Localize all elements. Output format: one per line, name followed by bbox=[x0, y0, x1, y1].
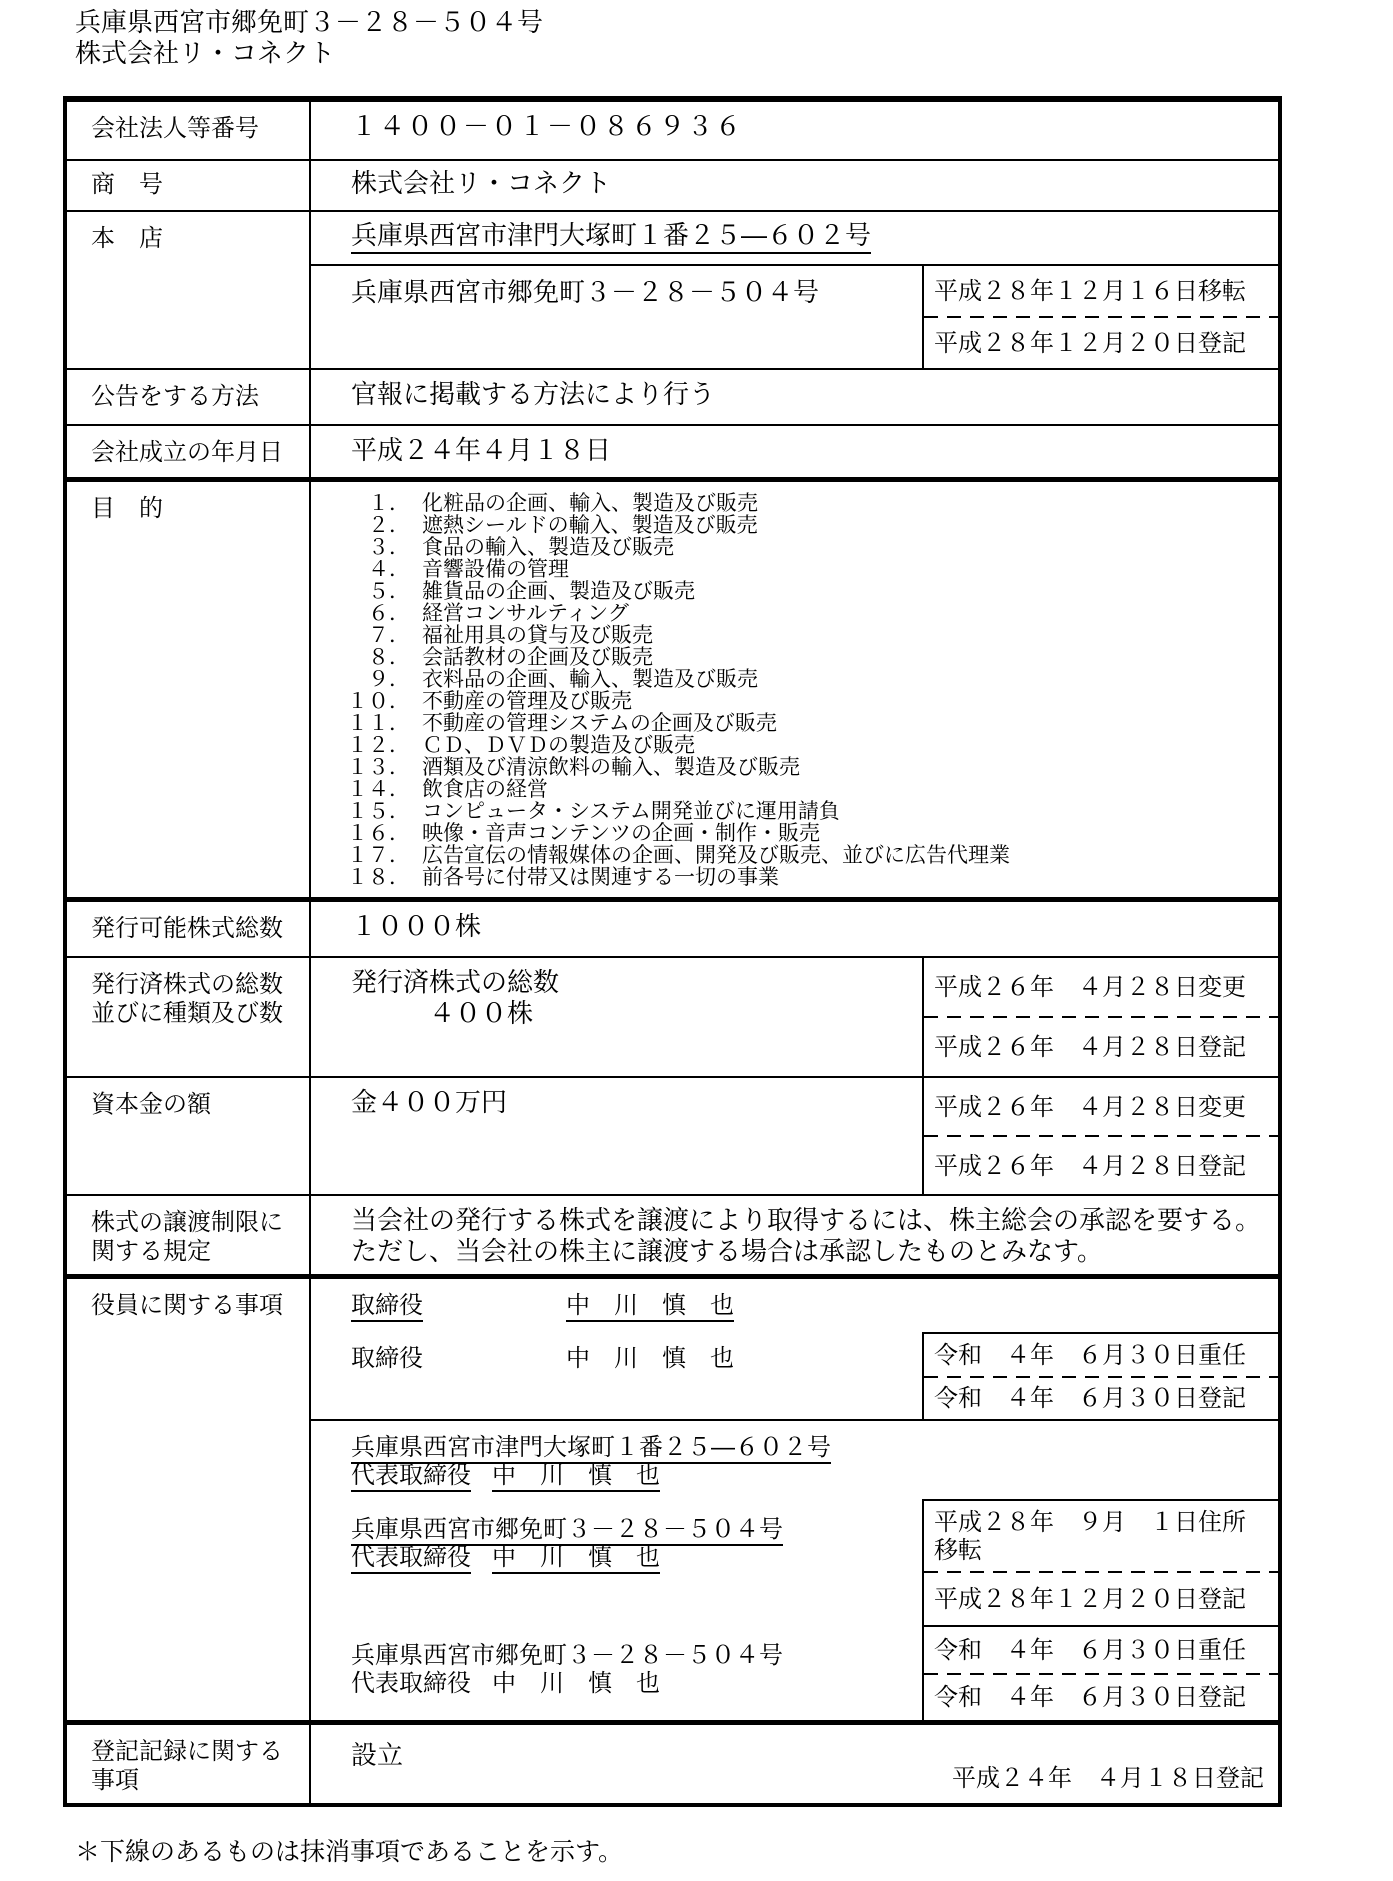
head-office-former-address: 兵庫県西宮市津門大塚町１番２５―６０２号 bbox=[351, 221, 871, 254]
officer-entry-3 bbox=[311, 1421, 1278, 1499]
purpose-item-text: 遮熱シールドの輸入、製造及び販売 bbox=[422, 513, 758, 537]
purpose-item bbox=[347, 624, 1270, 646]
head-office-moved-date: 平成２８年１２月１６日移転 bbox=[934, 277, 1246, 305]
row-officers bbox=[67, 1279, 1278, 1725]
purpose-item-number: ７． bbox=[368, 623, 410, 647]
head-office-current-address: 兵庫県西宮市郷免町３－２８－５０４号 bbox=[351, 278, 820, 308]
capital-changed-date: 平成２６年 ４月２８日変更 bbox=[934, 1092, 1246, 1121]
purpose-item-number: ５． bbox=[368, 579, 410, 603]
officer-4-date-1: 平成２８年 ９月 １日住所移転 bbox=[934, 1507, 1246, 1564]
purpose-item-number: １４． bbox=[347, 777, 410, 801]
officer-2-date-cell bbox=[922, 1332, 1278, 1419]
purpose-item-number: １３． bbox=[347, 755, 410, 779]
purpose-item bbox=[347, 734, 1270, 756]
purpose-item-number: １． bbox=[368, 491, 410, 515]
officer-4-date-2: 平成２８年１２月２０日登記 bbox=[934, 1584, 1246, 1613]
purpose-item-number: １１． bbox=[347, 711, 410, 735]
issued-shares-value-line2: ４００株 bbox=[429, 999, 534, 1029]
officer-3-address: 兵庫県西宮市津門大塚町１番２５―６０２号 bbox=[351, 1433, 831, 1464]
purpose-item bbox=[347, 492, 1270, 514]
registry-record-registered-date: 平成２４年 ４月１８日登記 bbox=[952, 1764, 1264, 1792]
purpose-item-number: １８． bbox=[347, 865, 410, 889]
row-corporate-number bbox=[67, 102, 1278, 161]
officer-1-role: 取締役 bbox=[351, 1291, 423, 1322]
row-public-notice bbox=[67, 370, 1278, 426]
header-address-line: 兵庫県西宮市郷免町３－２８－５０４号 bbox=[75, 8, 544, 38]
purpose-item-number: １５． bbox=[347, 799, 410, 823]
head-office-former bbox=[311, 212, 1278, 264]
purpose-item-text: 化粧品の企画、輸入、製造及び販売 bbox=[422, 491, 758, 515]
officers-label: 役員に関する事項 bbox=[67, 1279, 311, 1720]
officer-entry-1 bbox=[311, 1279, 1278, 1332]
row-capital bbox=[67, 1078, 1278, 1196]
purpose-item-text: 不動産の管理及び販売 bbox=[422, 689, 632, 713]
officer-4-role: 代表取締役 bbox=[351, 1543, 471, 1574]
issued-shares-date-cell bbox=[922, 958, 1278, 1076]
share-transfer-restriction-value: 当会社の発行する株式を譲渡により取得するには、株主総会の承認を要する。ただし、当会社の株主に譲渡する場合は承認したものとみなす。 bbox=[351, 1206, 1262, 1267]
row-incorporation-date bbox=[67, 426, 1278, 482]
row-issued-shares bbox=[67, 958, 1278, 1078]
officer-3-name: 中 川 慎 也 bbox=[492, 1461, 660, 1492]
purpose-item-text: 映像・音声コンテンツの企画・制作・販売 bbox=[422, 821, 820, 845]
officer-5-date-2: 令和 ４年 ６月３０日登記 bbox=[934, 1683, 1246, 1712]
purpose-item-text: 食品の輸入、製造及び販売 bbox=[422, 535, 674, 559]
head-office-current bbox=[311, 264, 1278, 368]
officer-4-name: 中 川 慎 也 bbox=[492, 1543, 660, 1574]
purpose-item-text: コンピュータ・システム開発並びに運用請負 bbox=[422, 799, 840, 823]
purpose-item bbox=[347, 712, 1270, 734]
purpose-item-text: 会話教材の企画及び販売 bbox=[422, 645, 653, 669]
officer-5-address: 兵庫県西宮市郷免町３－２８－５０４号 bbox=[351, 1641, 783, 1669]
purpose-item-text: 福祉用具の貸与及び販売 bbox=[422, 623, 653, 647]
share-transfer-restriction-label: 株式の譲渡制限に関する規定 bbox=[67, 1196, 311, 1274]
document-header bbox=[75, 8, 543, 70]
purpose-item bbox=[347, 800, 1270, 822]
purpose-item bbox=[347, 580, 1270, 602]
purpose-item-number: ２． bbox=[368, 513, 410, 537]
purpose-item-number: １０． bbox=[347, 689, 410, 713]
purpose-item-text: 飲食店の経営 bbox=[422, 777, 548, 801]
officer-5-date-1: 令和 ４年 ６月３０日重任 bbox=[934, 1635, 1246, 1664]
purpose-item bbox=[347, 866, 1270, 888]
purpose-item bbox=[347, 844, 1270, 866]
incorporation-date-value: 平成２４年４月１８日 bbox=[351, 436, 612, 466]
row-purpose bbox=[67, 482, 1278, 902]
head-office-registered-date: 平成２８年１２月２０日登記 bbox=[934, 329, 1246, 357]
officer-2-date-1: 令和 ４年 ６月３０日重任 bbox=[934, 1340, 1246, 1369]
officer-entry-4 bbox=[311, 1499, 1278, 1627]
officer-2-name: 中 川 慎 也 bbox=[566, 1344, 734, 1372]
incorporation-date-label: 会社成立の年月日 bbox=[67, 426, 311, 477]
authorized-shares-label: 発行可能株式総数 bbox=[67, 902, 311, 956]
purpose-item-text: ＣＤ、ＤＶＤの製造及び販売 bbox=[422, 733, 695, 757]
officer-5-name: 中 川 慎 也 bbox=[492, 1669, 660, 1697]
issued-shares-label: 発行済株式の総数並びに種類及び数 bbox=[67, 958, 311, 1076]
row-registry-record bbox=[67, 1725, 1278, 1803]
issued-shares-registered-date: 平成２６年 ４月２８日登記 bbox=[934, 1033, 1246, 1061]
purpose-item bbox=[347, 822, 1270, 844]
purpose-item-number: ４． bbox=[368, 557, 410, 581]
purpose-item bbox=[347, 668, 1270, 690]
issued-shares-value bbox=[311, 958, 922, 1076]
header-company-line: 株式会社リ・コネクト bbox=[75, 39, 336, 69]
purpose-item-text: 音響設備の管理 bbox=[422, 557, 569, 581]
purpose-item-text: 衣料品の企画、輸入、製造及び販売 bbox=[422, 667, 758, 691]
officer-2-date-2: 令和 ４年 ６月３０日登記 bbox=[934, 1384, 1246, 1413]
purpose-item bbox=[347, 756, 1270, 778]
purpose-item bbox=[347, 778, 1270, 800]
officer-5-role: 代表取締役 bbox=[351, 1669, 471, 1697]
purpose-item-text: 経営コンサルティング bbox=[422, 601, 629, 625]
row-trade-name bbox=[67, 161, 1278, 212]
footer-note: ＊下線のあるものは抹消事項であることを示す。 bbox=[75, 1837, 624, 1866]
officer-entry-2 bbox=[311, 1332, 1278, 1419]
trade-name-label: 商 号 bbox=[67, 161, 311, 210]
purpose-item-text: 広告宣伝の情報媒体の企画、開発及び販売、並びに広告代理業 bbox=[422, 843, 1010, 867]
registry-record-value: 設立 bbox=[351, 1741, 404, 1771]
row-share-transfer-restriction bbox=[67, 1196, 1278, 1279]
row-head-office bbox=[67, 212, 1278, 370]
purpose-item bbox=[347, 690, 1270, 712]
officer-1-name: 中 川 慎 也 bbox=[566, 1291, 734, 1322]
capital-date-cell bbox=[922, 1078, 1278, 1194]
purpose-item bbox=[347, 602, 1270, 624]
capital-label: 資本金の額 bbox=[67, 1078, 311, 1194]
officer-entry-5 bbox=[311, 1627, 1278, 1720]
officer-3-role: 代表取締役 bbox=[351, 1461, 471, 1492]
officer-4-date-cell bbox=[922, 1499, 1278, 1627]
officer-5-date-cell bbox=[922, 1627, 1278, 1720]
purpose-item bbox=[347, 536, 1270, 558]
purpose-item-number: ６． bbox=[368, 601, 410, 625]
purpose-item-text: 酒類及び清涼飲料の輸入、製造及び販売 bbox=[422, 755, 800, 779]
capital-value: 金４００万円 bbox=[351, 1088, 508, 1118]
trade-name-value: 株式会社リ・コネクト bbox=[351, 169, 612, 199]
officer-4-address: 兵庫県西宮市郷免町３－２８－５０４号 bbox=[351, 1515, 783, 1546]
capital-registered-date: 平成２６年 ４月２８日登記 bbox=[934, 1151, 1246, 1180]
purpose-item-text: 前各号に付帯又は関連する一切の事業 bbox=[422, 865, 779, 889]
issued-shares-value-line1: 発行済株式の総数 bbox=[351, 968, 560, 998]
purpose-item bbox=[347, 646, 1270, 668]
purpose-item-number: ９． bbox=[368, 667, 410, 691]
registry-table bbox=[63, 96, 1282, 1807]
purpose-item-number: １２． bbox=[347, 733, 410, 757]
purpose-item-text: 雑貨品の企画、製造及び販売 bbox=[422, 579, 695, 603]
public-notice-value: 官報に掲載する方法により行う bbox=[351, 380, 716, 410]
purpose-item-number: ３． bbox=[368, 535, 410, 559]
corporate-number-label: 会社法人等番号 bbox=[67, 102, 311, 159]
head-office-date-cell bbox=[922, 266, 1278, 368]
purpose-label: 目 的 bbox=[67, 482, 311, 897]
purpose-item-number: １７． bbox=[347, 843, 410, 867]
corporate-number-value: １４００－０１－０８６９３６ bbox=[351, 112, 744, 142]
registry-record-label: 登記記録に関する事項 bbox=[67, 1725, 311, 1803]
purpose-list bbox=[311, 482, 1278, 897]
officers-group-representative bbox=[311, 1421, 1278, 1720]
purpose-item-number: ８． bbox=[368, 645, 410, 669]
row-authorized-shares bbox=[67, 902, 1278, 958]
officer-2-role: 取締役 bbox=[351, 1344, 423, 1372]
issued-shares-changed-date: 平成２６年 ４月２８日変更 bbox=[934, 973, 1246, 1001]
authorized-shares-value: １０００株 bbox=[351, 912, 482, 942]
purpose-item bbox=[347, 558, 1270, 580]
public-notice-label: 公告をする方法 bbox=[67, 370, 311, 424]
purpose-item bbox=[347, 514, 1270, 536]
purpose-item-text: 不動産の管理システムの企画及び販売 bbox=[422, 711, 777, 735]
head-office-label: 本 店 bbox=[67, 212, 311, 368]
purpose-item-number: １６． bbox=[347, 821, 410, 845]
officers-group-directors bbox=[311, 1279, 1278, 1421]
